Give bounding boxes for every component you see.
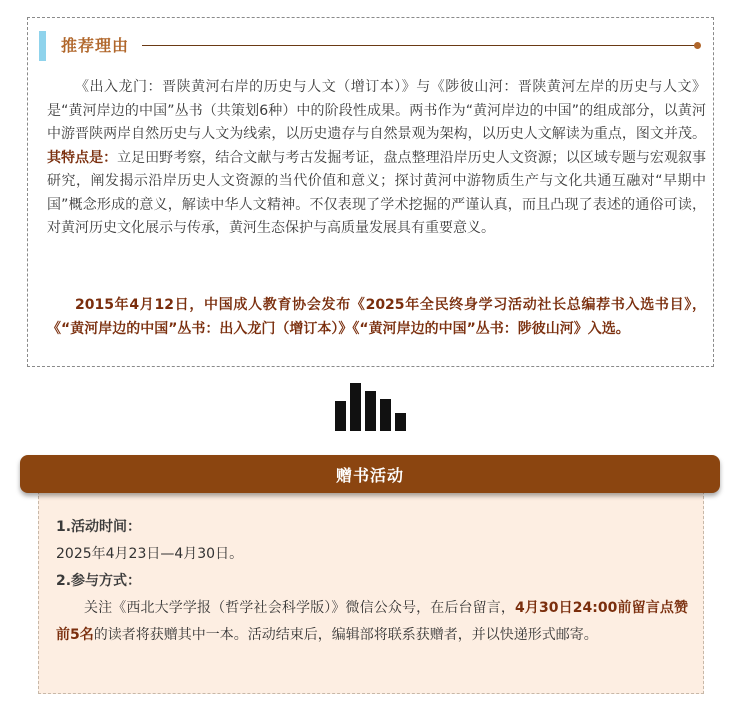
- activity-time-label: 1.活动时间：: [56, 519, 142, 535]
- title-divider-dot: [694, 42, 701, 49]
- gift-activity-title: 赠书活动: [335, 465, 404, 485]
- gift-activity-banner: [20, 455, 720, 493]
- bar-chart-icon-bar: [365, 391, 376, 431]
- gift-activity-content: [56, 514, 688, 649]
- award-announcement: 2015年4月12日，中国成人教育协会发布《2025年全民终身学习活动社长总编荐书入选书目》，《“黄河岸边的中国”丛书：出入龙门（增订本）》《“黄河岸边的中国”丛书：陟彼山河》入选。: [47, 297, 706, 337]
- bar-chart-icon-bar: [335, 401, 346, 431]
- recommendation-section: [27, 17, 714, 367]
- participation-method-part2: 的读者将获赠其中一本。活动结束后，编辑部将联系获赠者，并以快递形式邮寄。: [93, 627, 598, 643]
- participation-method-label: 2.参与方式：: [56, 573, 142, 589]
- bar-chart-icon-bar: [380, 399, 391, 431]
- recommendation-header: [28, 18, 713, 70]
- participation-method-part1: 关注《西北大学学报（哲学社会科学版）》微信公众号，在后台留言，: [84, 600, 516, 616]
- activity-time-value: 2025年4月23日—4月30日。: [56, 546, 244, 562]
- bar-chart-icon: [333, 381, 409, 431]
- title-accent-bar: [39, 31, 46, 61]
- feature-highlight: 其特点是：: [47, 149, 118, 166]
- participation-deadline-highlight: 4月30日24:00前留言点赞前5名: [56, 600, 688, 643]
- recommendation-title: 推荐理由: [61, 36, 130, 55]
- title-divider-line: [142, 45, 696, 46]
- recommendation-paragraph: [47, 76, 706, 241]
- bar-chart-icon-bar: [350, 383, 361, 431]
- gift-activity-section: [38, 491, 704, 694]
- participation-method-text: [56, 595, 688, 649]
- recommendation-text-part1: 《出入龙门：晋陕黄河右岸的历史与人文（增订本）》与《陟彼山河：晋陕黄河左岸的历史与人文》是“黄河岸边的中国”丛书（共策划6种）中的阶段性成果。两书作为“黄河岸边的中国”的组成部分，以黄河中游晋陕两岸自然历史与人文为线索，以历史遗存与自然景观为架构，以历史人文解读为重点，图文并茂。: [47, 79, 706, 142]
- bar-chart-icon-bar: [395, 413, 406, 431]
- recommendation-text-part2: 立足田野考察，结合文献与考古发掘考证，盘点整理沿岸历史人文资源；以区域专题与宏观叙事研究，阐发揭示沿岸历史人文资源的当代价值和意义；探讨黄河中游物质生产与文化共通互融对“早期中国”概念形成的意义，解读中华人文精神。不仅表现了学术挖掘的严谨认真，而且凸现了表述的通俗可读，对黄河历史文化展示与传承，黄河生态保护与高质量发展具有重要意义。: [47, 149, 706, 236]
